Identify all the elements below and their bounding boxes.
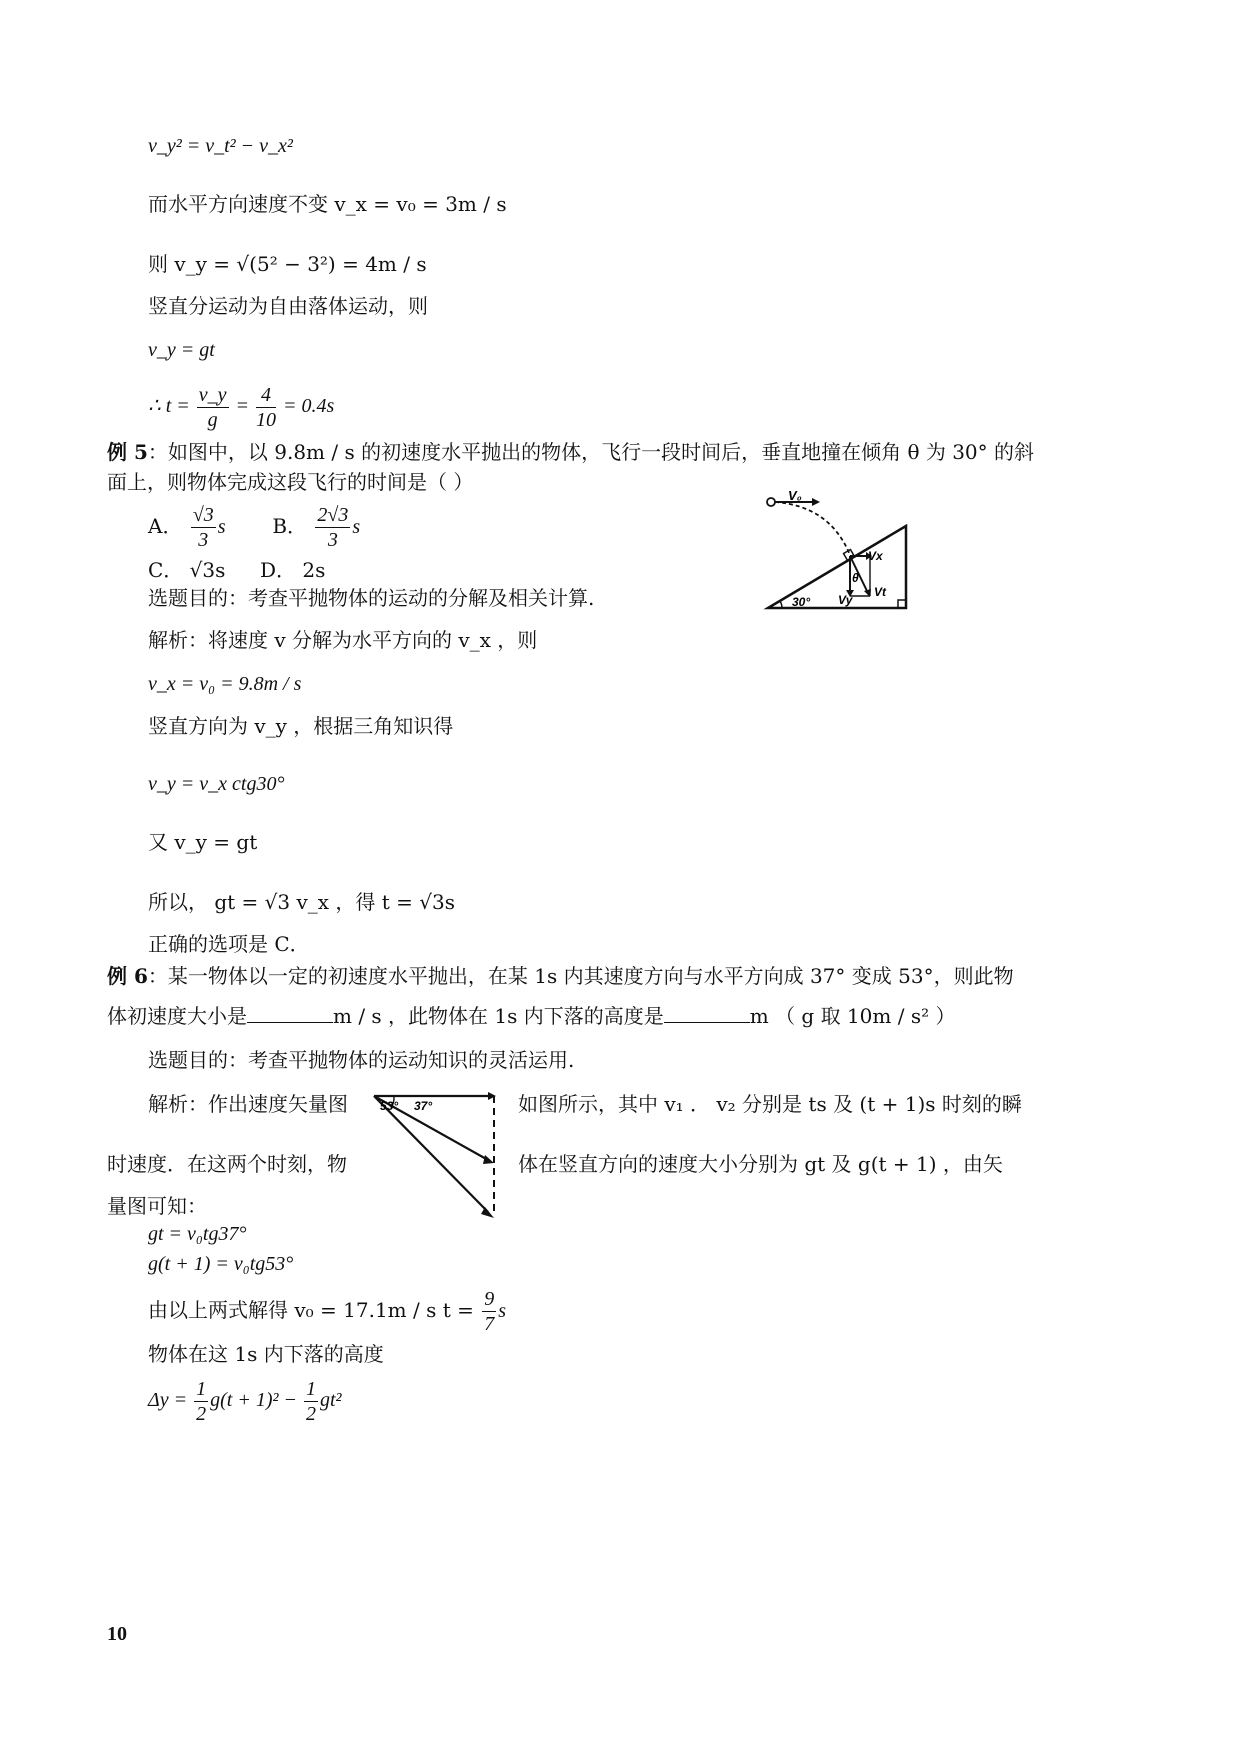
fraction-numerator: 4: [256, 383, 276, 408]
stem-text: m / s ，此物体在 1s 内下落的高度是: [333, 1004, 664, 1028]
trajectory-path: [775, 502, 850, 555]
example-6-delta-y-equation: [148, 1372, 342, 1428]
result-text: 由以上两式解得 v₀ = 17.1m / s t =: [148, 1298, 481, 1322]
example-6-height-label: 物体在这 1s 内下落的高度: [148, 1342, 384, 1366]
example-5-purpose: 选题目的：考查平抛物体的运动的分解及相关计算.: [148, 586, 595, 610]
delta-y-suffix: gt²: [320, 1389, 342, 1411]
example-5-label: 例 5: [107, 440, 148, 464]
example-5-solution-4: v_y = v_x ctg30°: [148, 773, 285, 795]
answer-blank-velocity[interactable]: [247, 1002, 333, 1023]
example-6-stem-line2: [107, 1002, 955, 1030]
example-5-options-ab: [148, 498, 360, 555]
fraction-4-10: [256, 383, 276, 432]
fraction-denominator: g: [207, 408, 218, 431]
equation-vy-gt: v_y = gt: [148, 339, 215, 361]
fraction-vy-g: [197, 383, 229, 432]
example-5-solution-5: 又 v_y = gt: [148, 830, 258, 854]
page-number: 10: [107, 1623, 127, 1645]
stem-text: m （ g 取 10m / s² ）: [749, 1004, 956, 1028]
option-a-label: A．: [148, 514, 183, 538]
launch-point: [767, 498, 775, 506]
fraction-denominator: 3: [327, 529, 338, 551]
fraction-denominator: 10: [256, 408, 277, 431]
option-a-fraction: [191, 503, 216, 552]
example-5-stem-line1: [107, 438, 1034, 466]
label-vt: Vt: [874, 585, 886, 599]
fraction-one-half: [304, 1377, 318, 1426]
arrowhead: [812, 498, 820, 506]
equation-time: [148, 378, 334, 434]
fraction-one-half: [194, 1377, 208, 1426]
fraction-denominator: 3: [198, 529, 209, 551]
label-vy: Vy: [838, 593, 853, 607]
equation-vy-squared: v_y² = v_t² − v_x²: [148, 135, 293, 157]
delta-y-middle: g(t + 1)² −: [210, 1389, 302, 1411]
delta-y-prefix: Δy =: [148, 1389, 193, 1411]
label-30-degree: 30°: [792, 595, 811, 609]
example-6-equation-2: g(t + 1) = v₀tg53°: [148, 1253, 294, 1275]
example-5-solution-1: 解析：将速度 v 分解为水平方向的 v_x ，则: [148, 628, 538, 652]
equation-vy-value: 则 v_y = √(5² − 3²) = 4m / s: [148, 252, 427, 276]
fraction-numerator: v_y: [198, 383, 227, 406]
result-unit: s: [498, 1300, 507, 1322]
stem-text: 体初速度大小是: [107, 1004, 247, 1028]
equation-time-prefix: ∴ t =: [148, 395, 195, 417]
example-5-option-c: C． √3s: [148, 558, 226, 582]
example-5-stem-text: ：如图中，以 9.8m / s 的初速度水平抛出的物体，飞行一段时间后，垂直地撞在倾角 θ 为 30° 的斜: [147, 440, 1035, 464]
example-6-label: 例 6: [107, 964, 148, 988]
example-6-result: [148, 1282, 506, 1339]
option-b-fraction: [315, 503, 350, 552]
example-6-solution-2b: 体在竖直方向的速度大小分别为 gt 及 g(t + 1) ，由矢: [518, 1152, 1003, 1176]
fraction-numerator: 2√3: [317, 504, 349, 526]
example-5-option-d: D． 2s: [260, 558, 326, 582]
fraction-numerator: 1: [196, 1377, 207, 1400]
text-horizontal-velocity: 而水平方向速度不变 v_x = v₀ = 3m / s: [148, 192, 507, 216]
option-b-label: B．: [272, 514, 308, 538]
example-5-solution-7: 正确的选项是 C．: [148, 932, 310, 956]
fraction-denominator: 2: [196, 1402, 207, 1425]
label-37-degree: 37°: [414, 1099, 433, 1113]
fraction-numerator: √3: [192, 504, 214, 526]
example-6-solution-3: 量图可知：: [107, 1194, 207, 1218]
fraction-denominator: 2: [306, 1402, 316, 1425]
equals-sign: =: [235, 395, 255, 417]
example-6-purpose: 选题目的：考查平抛物体的运动知识的灵活运用.: [148, 1048, 575, 1072]
arrowhead: [483, 1155, 494, 1164]
velocity-vector-diagram: [368, 1088, 502, 1224]
fraction-numerator: 1: [306, 1377, 316, 1400]
example-5-solution-2: v_x = v₀ = 9.8m / s: [148, 673, 302, 695]
fraction-numerator: 9: [484, 1288, 495, 1310]
example-6-stem-line1: [107, 962, 1014, 990]
text-free-fall: 竖直分运动为自由落体运动，则: [148, 294, 428, 318]
example-6-solution-1a: 解析：作出速度矢量图: [148, 1092, 348, 1116]
example-6-equation-1: gt = v₀tg37°: [148, 1223, 247, 1245]
option-a-unit: s: [217, 516, 226, 538]
fraction-9-7: [482, 1287, 496, 1336]
answer-blank-height[interactable]: [664, 1002, 750, 1023]
label-vx: Vx: [868, 549, 883, 563]
arrowhead: [481, 1207, 494, 1218]
incline-projectile-diagram: [760, 490, 920, 620]
example-5-solution-6: 所以， gt = √3 v_x ，得 t = √3s: [148, 890, 456, 914]
example-5-stem-line2: 面上，则物体完成这段飞行的时间是（ ）: [107, 470, 474, 494]
equation-time-result: = 0.4s: [283, 395, 335, 417]
example-5-solution-3: 竖直方向为 v_y ，根据三角知识得: [148, 714, 454, 738]
label-v0: V₀: [788, 490, 802, 503]
example-6-solution-2a: 时速度．在这两个时刻，物: [107, 1152, 347, 1176]
option-b-unit: s: [352, 516, 361, 538]
example-6-solution-1b: 如图所示，其中 v₁ ． v₂ 分别是 ts 及 (t + 1)s 时刻的瞬: [518, 1092, 1022, 1116]
example-6-stem-text: ：某一物体以一定的初速度水平抛出，在某 1s 内其速度方向与水平方向成 37° 变成 53°，则此物: [147, 964, 1014, 988]
fraction-denominator: 7: [484, 1313, 495, 1335]
label-53-degree: 53°: [380, 1099, 399, 1113]
v2-vector: [374, 1096, 488, 1212]
label-theta: θ: [852, 571, 859, 585]
